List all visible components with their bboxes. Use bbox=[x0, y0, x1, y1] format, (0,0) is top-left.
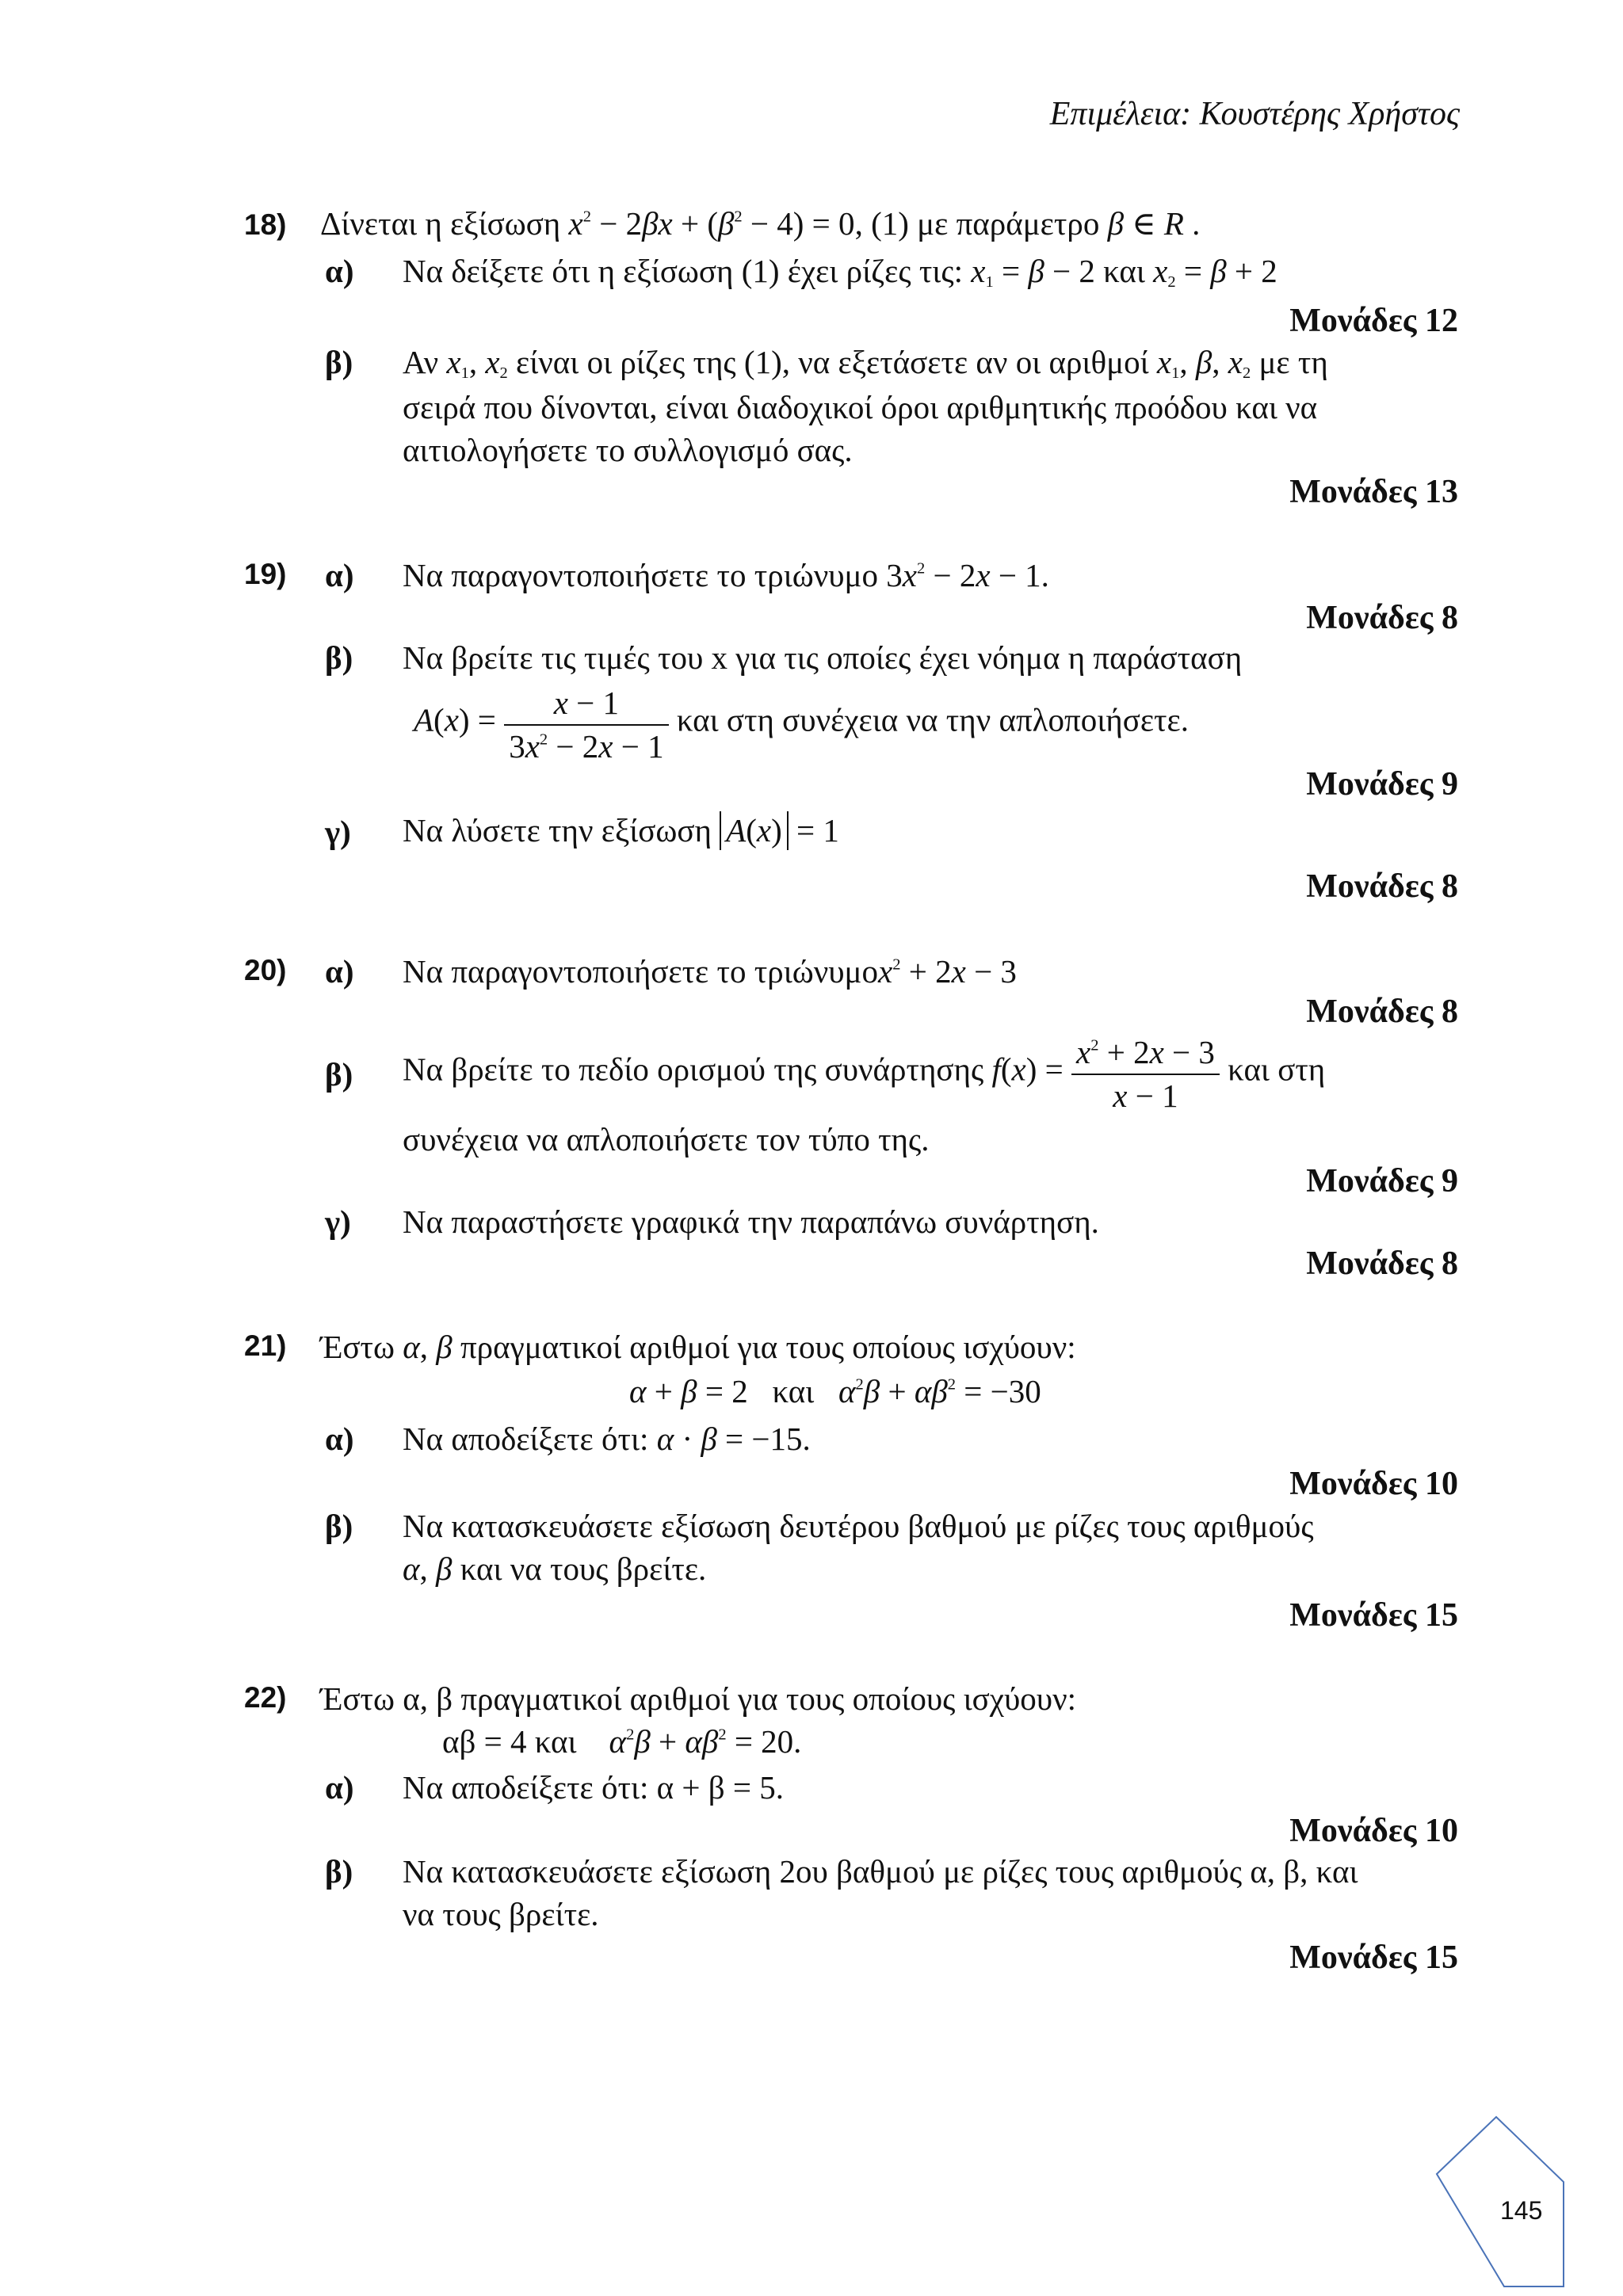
q21-part-a: Να αποδείξετε ότι: α · β = −15. bbox=[403, 1421, 811, 1457]
q19-points-g: Μονάδες 8 bbox=[1306, 868, 1458, 905]
q20-part-b-line1: Να βρείτε το πεδίο ορισμού της συνάρτησης f(x) = $\frac{x^2 + 2x - 3}{x - 1}$ και στη bbox=[403, 1034, 1326, 1114]
question-number-22: 22) bbox=[244, 1681, 287, 1714]
question-number-21: 21) bbox=[244, 1329, 287, 1362]
q20-part-g: Να παραστήσετε γραφικά την παραπάνω συνάρτηση. bbox=[403, 1203, 1099, 1240]
q18-points-b: Μονάδες 13 bbox=[1289, 474, 1458, 510]
q22-part-b-line1: Να κατασκευάσετε εξίσωση 2ου βαθμού με ρίζες τους αριθμούς α, β, και bbox=[403, 1853, 1358, 1890]
q20-label-a: α) bbox=[325, 953, 354, 990]
q20-points-a: Μονάδες 8 bbox=[1306, 994, 1458, 1030]
q21-conditions: α + β = 2 και $\alpha^2\beta + \alpha\beta^2 = -30$ bbox=[629, 1373, 1041, 1409]
page-header-author: Επιμέλεια: Κουστέρης Χρήστος bbox=[1049, 96, 1460, 132]
q20-points-g: Μονάδες 8 bbox=[1306, 1245, 1458, 1282]
q20-part-a: Να παραγοντοποιήσετε το τριώνυμοx$^2$ + 2x − 3 bbox=[403, 953, 1017, 990]
q18-points-a: Μονάδες 12 bbox=[1289, 303, 1458, 339]
q18-label-b: β) bbox=[325, 344, 353, 380]
q20-label-g: γ) bbox=[325, 1203, 351, 1240]
q21-part-b-line1: Να κατασκευάσετε εξίσωση δευτέρου βαθμού με ρίζες τους αριθμούς bbox=[403, 1508, 1314, 1544]
q20-part-b-line2: συνέχεια να απλοποιήσετε τον τύπο της. bbox=[403, 1121, 930, 1158]
q18-intro: Δίνεται η εξίσωση $x^2 - 2\beta x + (\beta^2 - 4) = 0$, (1) με παράμετρο β ∈ R . bbox=[320, 205, 1201, 242]
q19-label-b: β) bbox=[325, 639, 353, 676]
q19-label-g: γ) bbox=[325, 814, 351, 850]
q22-points-a: Μονάδες 10 bbox=[1289, 1813, 1458, 1849]
q19-part-g: Να λύσετε την εξίσωση A(x) = 1 bbox=[403, 811, 839, 850]
q20-points-b: Μονάδες 9 bbox=[1306, 1163, 1458, 1199]
q18-part-b-line1: Αν $x_1$, $x_2$ είναι οι ρίζες της (1), να εξετάσετε αν οι αριθμοί $x_1$, β, $x_2$ με τη bbox=[403, 344, 1328, 383]
question-number-18: 18) bbox=[244, 208, 287, 241]
q22-part-a: Να αποδείξετε ότι: α + β = 5. bbox=[403, 1769, 785, 1806]
q20-label-b: β) bbox=[325, 1056, 353, 1093]
q18-part-b-line3: αιτιολογήσετε το συλλογισμό σας. bbox=[403, 432, 853, 468]
q19-label-a: α) bbox=[325, 557, 354, 593]
q19-fraction: $\frac{x - 1}{3x^2 - 2x - 1}$ bbox=[504, 687, 668, 763]
q19-part-b-line1: Να βρείτε τις τιμές του x για τις οποίες έχει νόημα η παράσταση bbox=[403, 639, 1243, 676]
q21-label-b: β) bbox=[325, 1508, 353, 1544]
q22-part-b-line2: να τους βρείτε. bbox=[403, 1896, 599, 1932]
q19-points-b: Μονάδες 9 bbox=[1306, 766, 1458, 803]
question-number-19: 19) bbox=[244, 558, 287, 590]
q19-points-a: Μονάδες 8 bbox=[1306, 600, 1458, 636]
q18-part-a: Να δείξετε ότι η εξίσωση (1) έχει ρίζες τις: $x_1 = \beta - 2$ και $x_2 = \beta + 2$ bbox=[403, 253, 1277, 292]
q21-points-a: Μονάδες 10 bbox=[1289, 1466, 1458, 1502]
q19-part-b-line2: A(x) = $\frac{x - 1}{3x^2 - 2x - 1}$ και στη συνέχεια να την απλοποιήσετε. bbox=[414, 685, 1189, 765]
question-number-20: 20) bbox=[244, 954, 287, 986]
q21-part-b-line2: α, β και να τους βρείτε. bbox=[403, 1550, 707, 1587]
q19-part-a: Να παραγοντοποιήσετε το τριώνυμο $3x^2 - 2x - 1$. bbox=[403, 557, 1049, 593]
q21-intro: Έστω α, β πραγματικοί αριθμοί για τους οποίους ισχύουν: bbox=[320, 1329, 1076, 1365]
q22-label-b: β) bbox=[325, 1853, 353, 1890]
q22-intro: Έστω α, β πραγματικοί αριθμοί για τους οποίους ισχύουν: bbox=[320, 1680, 1077, 1717]
q22-conditions: αβ = 4 και $\alpha^2\beta + \alpha\beta^2 = 20$. bbox=[442, 1723, 802, 1760]
q21-label-a: α) bbox=[325, 1421, 354, 1457]
q21-points-b: Μονάδες 15 bbox=[1289, 1597, 1458, 1634]
q18-label-a: α) bbox=[325, 253, 354, 289]
q22-label-a: α) bbox=[325, 1769, 354, 1806]
q20-fraction: $\frac{x^2 + 2x - 3}{x - 1}$ bbox=[1071, 1036, 1220, 1112]
q22-points-b: Μονάδες 15 bbox=[1289, 1939, 1458, 1976]
q18-part-b-line2: σειρά που δίνονται, είναι διαδοχικοί όροι αριθμητικής προόδου και να bbox=[403, 389, 1318, 425]
page-number: 145 bbox=[1500, 2196, 1543, 2225]
